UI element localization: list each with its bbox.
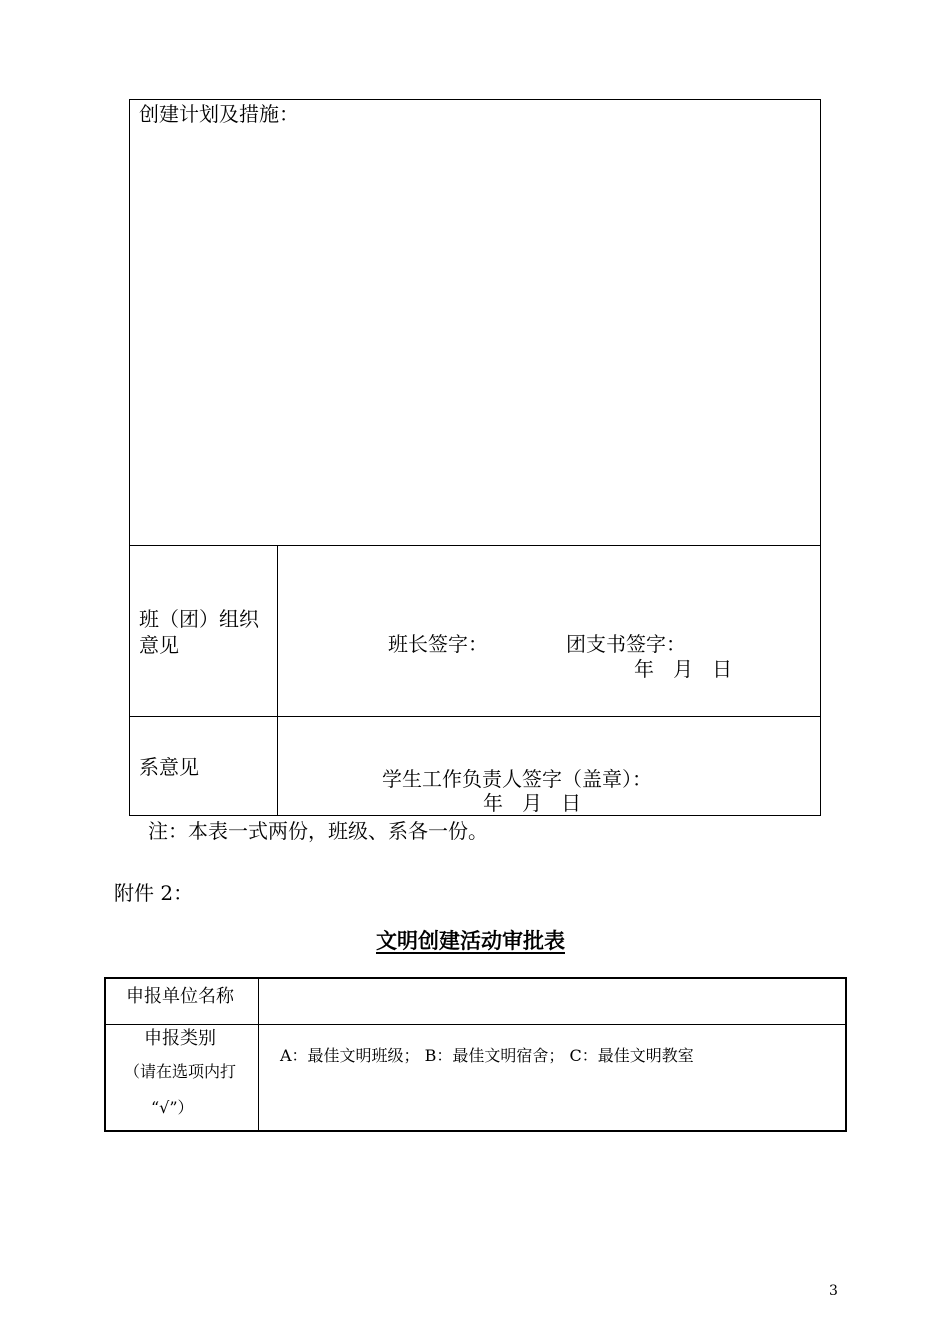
monitor-signature-field[interactable]: 班长签字：: [388, 632, 488, 656]
category-options[interactable]: A：最佳文明班级； B：最佳文明宿舍； C：最佳文明教室: [280, 1046, 694, 1065]
table-divider: [104, 1024, 847, 1025]
dept-opinion-label: 系意见: [139, 755, 199, 779]
category-hint: “√”）: [151, 1098, 194, 1117]
date-field[interactable]: 年 月 日: [483, 791, 582, 815]
page-number: 3: [829, 1283, 838, 1299]
plan-table: [129, 99, 821, 816]
attachment-label: 附件 2：: [114, 881, 194, 905]
class-opinion-label: 班（团）组织 意见: [139, 607, 259, 657]
category-label: 申报类别: [144, 1028, 216, 1049]
table-divider: [258, 977, 259, 1132]
league-secretary-signature-field[interactable]: 团支书签字：: [566, 632, 686, 656]
unit-name-input[interactable]: [260, 979, 845, 1023]
table-divider: [129, 545, 821, 546]
plan-label: 创建计划及措施：: [139, 102, 299, 126]
unit-name-label: 申报单位名称: [126, 986, 234, 1007]
category-hint: （请在选项内打: [124, 1062, 237, 1081]
table-divider: [277, 545, 278, 816]
table-divider: [129, 716, 821, 717]
table-note: 注：本表一式两份，班级、系各一份。: [148, 819, 488, 843]
date-field[interactable]: 年 月 日: [634, 657, 733, 681]
form-title: 文明创建活动审批表: [376, 928, 565, 953]
dept-signature-field[interactable]: 学生工作负责人签字（盖章）：: [382, 767, 652, 791]
